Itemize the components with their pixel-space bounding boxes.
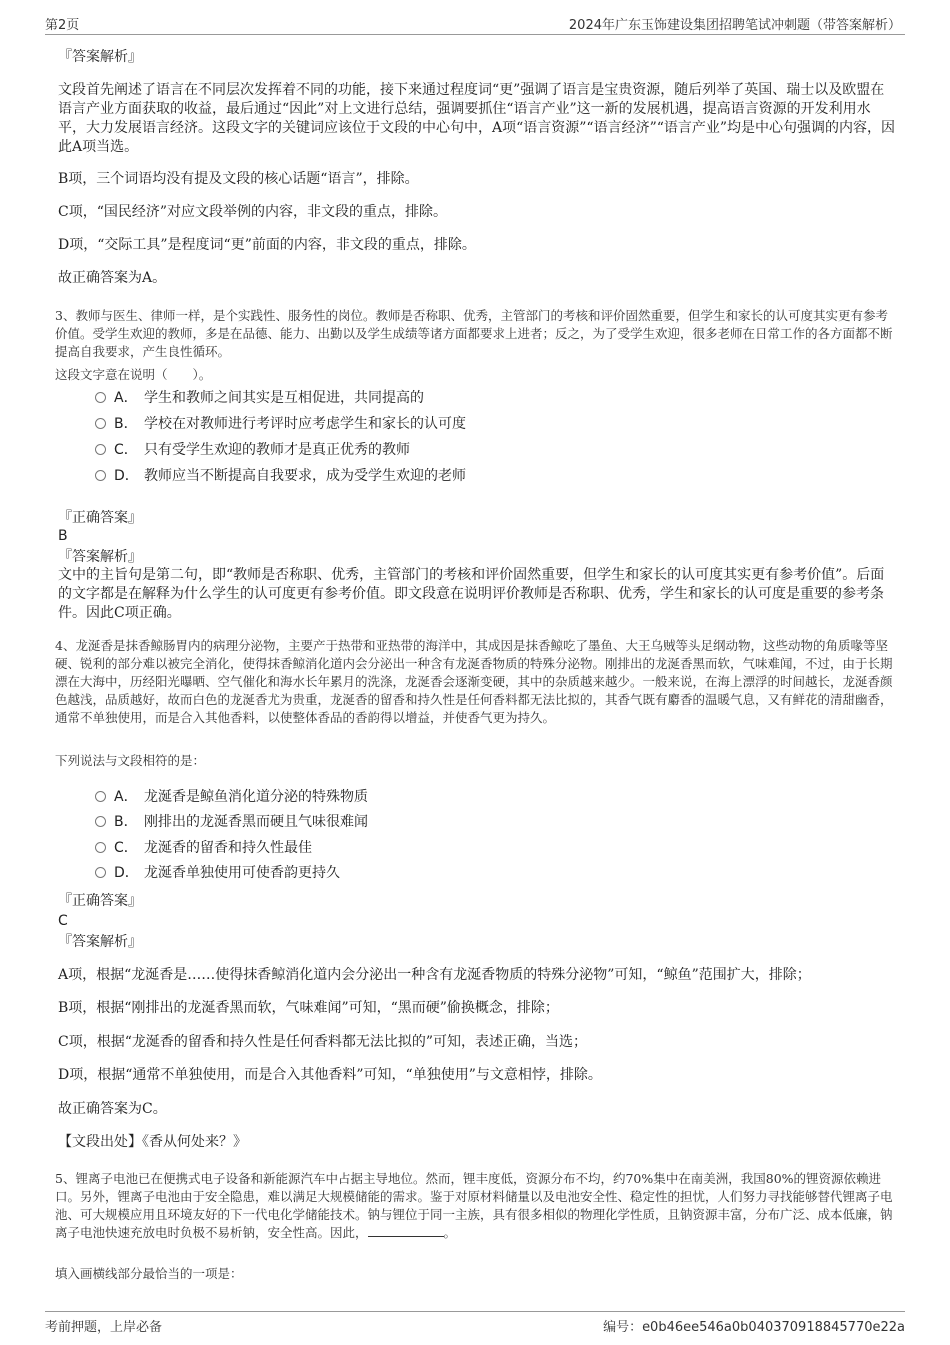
q4-analysis-a: A项，根据“龙涎香是……使得抹香鲸消化道内会分泌出一种含有龙涎香物质的特殊分泌物”可知，“鲸鱼”范围扩大，排除； (58, 967, 811, 983)
radio-icon[interactable] (95, 470, 106, 481)
q4-option-a[interactable]: A． 龙涎香是鲸鱼消化道分泌的特殊物质 (95, 787, 368, 807)
q4-analysis-b: B项，根据“刚排出的龙涎香黑而软，气味难闻”可知，“黑而硬”偷换概念，排除； (58, 1000, 559, 1016)
document-title: 2024年广东玉饰建设集团招聘笔试冲刺题（带答案解析） (568, 18, 901, 33)
q4-source: 【文段出处】《香从何处来？》 (58, 1134, 247, 1150)
q2-analysis-d: D项，“交际工具”是程度词“更”前面的内容，非文段的重点，排除。 (58, 237, 476, 253)
radio-icon[interactable] (95, 444, 106, 455)
q4-analysis-d: D项，根据“通常不单独使用，而是合入其他香料”可知，“单独使用”与文意相悖，排除。 (58, 1067, 602, 1083)
q2-analysis-c: C项，“国民经济”对应文段举例的内容，非文段的重点，排除。 (58, 204, 448, 220)
q3-analysis: 文中的主旨句是第二句，即“教师是否称职、优秀，主管部门的考核和评价固然重要，但学生和家长的认可度其实更有参考价值”。后面的文字都是在解释为什么学生的认可度更有参考价值。即文段意在说明评价教师是否称职、优秀，学生和家长的认可度是重要的参考条件。因此C项正确。 (58, 567, 885, 621)
radio-icon[interactable] (95, 392, 106, 403)
q4-answer: C (58, 913, 68, 929)
q4-stem: 4、龙涎香是抹香鲸肠胃内的病理分泌物，主要产于热带和亚热带的海洋中，其成因是抹香鲸吃了墨鱼、大王乌贼等头足纲动物，这些动物的角质喙等坚硬、锐利的部分难以被完全消化，使得抹香鲸消化道内会分泌出一种含有龙涎香物质的特殊分泌物。刚排出的龙涎香黑而软，气味难闻，不过，由于长期漂在大海中，历经阳光曝晒、空气催化和海水长年累月的洗涤，龙涎香会逐渐变硬，其中的杂质越来越少。一般来说，在海上漂浮的时间越长，龙涎香颜色越浅，品质越好，故而白色的龙涎香尤为贵重，龙涎香的留香和持久性是任何香料都无法比拟的，其香气既有麝香的温暖气息，又有鲜花的清甜幽香，通常不单独使用，而是合入其他香料，以使整体香品的香韵得以增益，并使香气更为持久。 (55, 638, 893, 725)
q2-analysis-paragraph: 文段首先阐述了语言在不同层次发挥着不同的功能，接下来通过程度词“更”强调了语言是宝贵资源，随后列举了英国、瑞士以及欧盟在语言产业方面获取的收益，最后通过“因此”对上文进行总结，强调要抓住“语言产业”这一新的发展机遇，提高语言资源的开发利用水平，大力发展语言经济。这段文字的关键词应该位于文段的中心句中，A项“语言资源”“语言经济”“语言产业”均是中心句强调的内容，因此A项当选。 (58, 82, 896, 155)
q3-stem: 3、教师与医生、律师一样，是个实践性、服务性的岗位。教师是否称职、优秀，主管部门的考核和评价固然重要，但学生和家长的认可度其实更有参考价值。受学生欢迎的教师，多是在品德、能力、出勤以及学生成绩等诸方面都要求上进者；反之，为了受学生欢迎，很多老师在日常工作的各方面都不断提高自我要求，产生良性循环。 (55, 308, 893, 359)
radio-icon[interactable] (95, 867, 106, 878)
q2-analysis-label: 『答案解析』 (58, 49, 142, 65)
q3-answer-label: 『正确答案』 (58, 510, 142, 526)
q3-question: 这段文字意在说明（ ）。 (55, 367, 212, 382)
radio-icon[interactable] (95, 816, 106, 827)
page-footer (45, 1311, 905, 1336)
radio-icon[interactable] (95, 842, 106, 853)
q5-stem: 5、锂离子电池已在便携式电子设备和新能源汽车中占据主导地位。然而，锂丰度低，资源分布不均，约70%集中在南美洲，我国80%的锂资源依赖进口。另外，锂离子电池由于安全隐患，难以满足大规模储能的需求。鉴于对原材料储量以及电池安全性、稳定性的担忧，人们努力寻找能够替代锂离子电池、可大规模应用且环境友好的下一代电化学储能技术。钠与锂位于同一主族，具有很多相似的物理化学性质，且钠资源丰富，分布广泛、成本低廉，钠离子电池快速充放电时负极不易析钠，安全性高。因此， 。 (55, 1171, 893, 1240)
q2-conclusion: 故正确答案为A。 (58, 270, 167, 286)
q3-option-a[interactable]: A． 学生和教师之间其实是互相促进，共同提高的 (95, 388, 424, 408)
radio-icon[interactable] (95, 791, 106, 802)
q4-question: 下列说法与文段相符的是： (55, 753, 206, 768)
q2-analysis-b: B项，三个词语均没有提及文段的核心话题“语言”，排除。 (58, 171, 419, 187)
q4-option-c[interactable]: C． 龙涎香的留香和持久性最佳 (95, 838, 312, 858)
radio-icon[interactable] (95, 418, 106, 429)
q4-analysis-c: C项，根据“龙涎香的留香和持久性是任何香料都无法比拟的”可知，表述正确，当选； (58, 1034, 588, 1050)
page-number: 第2页 (45, 18, 80, 33)
q4-option-d[interactable]: D． 龙涎香单独使用可使香韵更持久 (95, 863, 340, 883)
fill-blank (368, 1224, 444, 1237)
document-id: 编号：e0b46ee546a0b040370918845770e22a (603, 1320, 905, 1335)
q3-answer: B (58, 528, 68, 544)
footer-slogan: 考前押题，上岸必备 (45, 1320, 163, 1335)
page-header (45, 12, 905, 35)
q5-question: 填入画横线部分最恰当的一项是： (55, 1266, 243, 1281)
q4-analysis-label: 『答案解析』 (58, 934, 142, 950)
q4-option-b[interactable]: B． 刚排出的龙涎香黑而硬且气味很难闻 (95, 812, 368, 832)
q3-option-b[interactable]: B． 学校在对教师进行考评时应考虑学生和家长的认可度 (95, 414, 466, 434)
q3-option-c[interactable]: C． 只有受学生欢迎的教师才是真正优秀的教师 (95, 440, 410, 460)
q3-option-d[interactable]: D． 教师应当不断提高自我要求，成为受学生欢迎的老师 (95, 466, 466, 486)
q4-answer-label: 『正确答案』 (58, 893, 142, 909)
q3-analysis-label: 『答案解析』 (58, 549, 142, 565)
q4-conclusion: 故正确答案为C。 (58, 1101, 167, 1117)
